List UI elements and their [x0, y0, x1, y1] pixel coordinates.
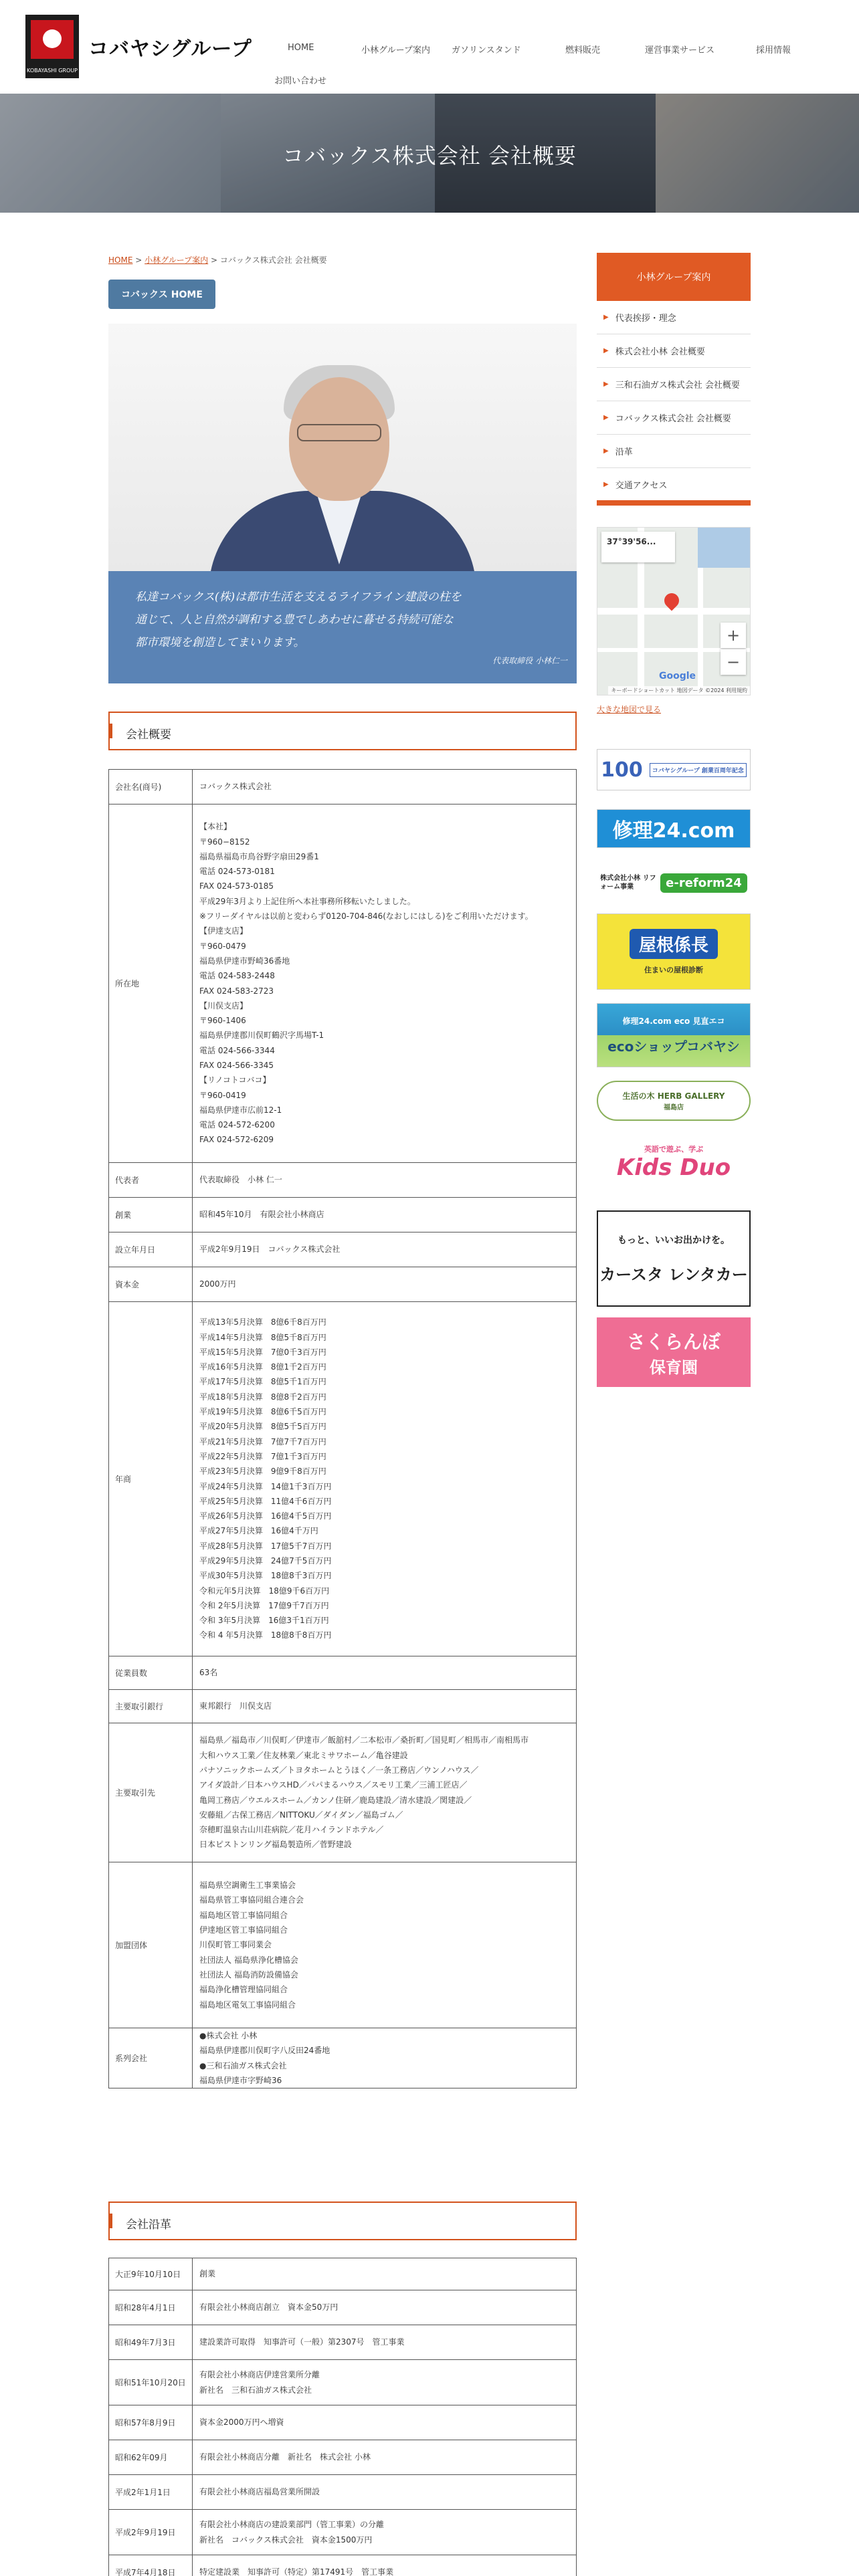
overview-value-line: ※フリーダイヤルは以前と変わらず0120-704-846(なおしにはしる)をご利用いただけます。 [199, 911, 533, 922]
overview-value-line: 平成19年5月決算 8億6千5百万円 [199, 1407, 326, 1417]
message-line: 私達コバックス(株)は都市生活を支えるライフライン建設の柱を [135, 591, 462, 604]
overview-value-line: 福島県／福島市／川俣町／伊達市／飯舘村／二本松市／桑折町／国見町／相馬市／南相馬市 [199, 1735, 529, 1745]
history-heading-text: 会社沿革 [126, 2218, 171, 2232]
sidebar-item-label: 株式会社小林 会社概要 [615, 347, 705, 357]
overview-row [109, 1690, 577, 1723]
history-value [193, 2360, 577, 2405]
nav-home[interactable]: HOME [288, 43, 314, 53]
overview-value-line: FAX 024-573-0185 [199, 881, 274, 891]
overview-value-line: 平成13年5月決算 8億6千8百万円 [199, 1317, 326, 1327]
overview-value-line: 川俣町管工事同業会 [199, 1940, 272, 1950]
history-value [193, 2510, 577, 2555]
overview-value [193, 1862, 577, 2028]
overview-value-line: 電話 024-583-2448 [199, 971, 275, 981]
banner-kids-duo[interactable] [597, 1130, 751, 1194]
nav-recruit[interactable]: 採用情報 [756, 45, 791, 56]
banner-shuri24[interactable] [597, 809, 751, 848]
overview-value-line: 東邦銀行 川俣支店 [199, 1701, 272, 1711]
overview-value-line: 福島浄化槽管理協同組合 [199, 1985, 288, 1995]
banner-e-reform24[interactable] [597, 863, 751, 903]
overview-value-line: 福島県福島市鳥谷野字扇田29番1 [199, 851, 319, 861]
sidebar-item-access[interactable] [597, 468, 751, 502]
overview-value-line: 電話 024-566-3344 [199, 1045, 275, 1055]
history-value [193, 2475, 577, 2510]
sidebar-heading: 小林グループ案内 [597, 253, 751, 301]
banner-main: 屋根係長 [630, 929, 718, 959]
history-label: 昭和51年10月20日 [109, 2360, 193, 2405]
nav-services[interactable]: 運営事業サービス [645, 45, 715, 56]
overview-value-line: コバックス株式会社 [199, 782, 272, 792]
banner-sakuranbo-nursery[interactable] [597, 1317, 751, 1387]
banner-main: 修理24.com [612, 819, 735, 843]
sidebar-menu [597, 301, 751, 502]
map-attribution[interactable]: キーボードショートカット 地図データ ©2024 利用規約 [608, 686, 750, 695]
history-label: 昭和28年4月1日 [109, 2290, 193, 2325]
nav-fuel[interactable]: 燃料販売 [565, 45, 601, 56]
overview-value-line: 令和 2年5月決算 17億9千7百万円 [199, 1600, 329, 1610]
overview-value [193, 1690, 577, 1723]
banner-main: 株式会社小林 リフォーム事業 [600, 875, 656, 891]
overview-value-line: 令和 4 年5月決算 18億8千8百万円 [199, 1630, 332, 1640]
overview-row [109, 1302, 577, 1656]
overview-value [193, 2028, 577, 2088]
banner-main: 100 [601, 758, 643, 782]
overview-label: 従業員数 [109, 1656, 193, 1690]
overview-value-line: 平成29年3月より上記住所へ本社事務所移転いたしました。 [199, 896, 415, 906]
zoom-in-button[interactable]: + [721, 623, 746, 648]
history-value [193, 2325, 577, 2360]
zoom-out-button[interactable]: − [721, 649, 746, 675]
history-value-line: 資本金2000万円へ増資 [199, 2418, 284, 2428]
banner-main: もっと、いいお出かけを。 [617, 1235, 730, 1246]
banner-eco-shop[interactable] [597, 1003, 751, 1067]
overview-value-line: 令和 3年5月決算 16億3千1百万円 [199, 1616, 329, 1626]
overview-row [109, 2028, 577, 2088]
history-value [193, 2405, 577, 2440]
overview-value-line: 平成20年5月決算 8億5千5百万円 [199, 1422, 326, 1432]
overview-value-line: 福島県空調衛生工事業協会 [199, 1881, 296, 1891]
banner-sub: 福島店 [664, 1104, 684, 1111]
history-table [108, 2258, 577, 2576]
overview-value-line: 【リノコトコバコ】 [199, 1075, 271, 1085]
overview-value-line: 福島県伊達郡川俣町鶴沢字馬場T-1 [199, 1031, 324, 1041]
history-value-line: 有限会社小林商店の建設業部門（管工事業）の分離 [199, 2520, 385, 2530]
breadcrumb-group[interactable]: 小林グループ案内 [145, 255, 209, 265]
overview-value-line: 平成28年5月決算 17億5千7百万円 [199, 1541, 332, 1551]
overview-value [193, 1302, 577, 1656]
banner-sub: ecoショップコバヤシ [607, 1039, 740, 1055]
site-header [0, 0, 859, 94]
sidebar-item-kobax[interactable] [597, 401, 751, 435]
overview-value-line: 〒960−8152 [199, 837, 250, 847]
history-row [109, 2510, 577, 2555]
overview-row [109, 1267, 577, 1302]
banner-sub: e-reform24 [660, 873, 747, 893]
overview-value-line: 奈穂町温泉古山川荘病院／花月ハイランドホテル／ [199, 1825, 384, 1835]
history-value [193, 2258, 577, 2290]
overview-value-line: 平成26年5月決算 16億4千5百万円 [199, 1511, 332, 1521]
chevron-right-icon: ▶ [603, 347, 609, 354]
overview-value-line: 社団法人 福島県浄化槽協会 [199, 1955, 298, 1965]
history-row [109, 2405, 577, 2440]
overview-row [109, 1163, 577, 1198]
logo-mark [25, 15, 79, 78]
history-row [109, 2258, 577, 2290]
president-message [135, 586, 483, 654]
breadcrumb-separator: > [135, 255, 142, 265]
overview-value-line: 昭和45年10月 有限会社小林商店 [199, 1210, 324, 1220]
overview-value-line: 平成15年5月決算 7億0千3百万円 [199, 1347, 326, 1357]
overview-value-line: 【伊達支店】 [199, 926, 248, 936]
overview-row [109, 804, 577, 1163]
history-value-line: 特定建設業 知事許可（特定）第17491号 管工事業 [199, 2567, 394, 2576]
nav-contact[interactable]: お問い合わせ [274, 76, 327, 86]
overview-value-line: 平成24年5月決算 14億1千3百万円 [199, 1481, 332, 1491]
history-value-line: 有限会社小林商店伊達営業所分離 [199, 2370, 320, 2380]
overview-value-line: ●株式会社 小林 [199, 2031, 258, 2040]
google-logo: Google [659, 671, 696, 681]
nav-group-guide[interactable]: 小林グループ案内 [361, 45, 430, 56]
sidebar-item-label: 代表挨拶・理念 [615, 314, 676, 324]
sidebar-item-label: 交通アクセス [615, 481, 668, 491]
banner-yane-kakaricho[interactable] [597, 914, 751, 990]
overview-value-line: 平成23年5月決算 9億9千8百万円 [199, 1467, 326, 1477]
overview-value-line: 福島地区管工事協同組合 [199, 1910, 288, 1920]
overview-label: 年商 [109, 1302, 193, 1656]
overview-row [109, 1198, 577, 1232]
message-band [108, 571, 577, 683]
overview-row [109, 1656, 577, 1690]
overview-value [193, 1163, 577, 1198]
overview-value-line: 電話 024-573-0181 [199, 867, 275, 877]
sidebar-item-greeting[interactable] [597, 301, 751, 334]
overview-value [193, 1723, 577, 1862]
page-title: コバックス株式会社 会社概要 [282, 143, 577, 169]
overview-value-line: 平成25年5月決算 11億4千6百万円 [199, 1496, 332, 1506]
banner-main: 生活の木 HERB GALLERY [622, 1091, 725, 1101]
embedded-map[interactable] [597, 527, 751, 695]
overview-value-line: 平成17年5月決算 8億5千1百万円 [199, 1377, 326, 1387]
overview-value-line: 平成27年5月決算 16億4千万円 [199, 1526, 318, 1536]
banner-sub: 保育園 [650, 1358, 698, 1377]
overview-label: 主要取引先 [109, 1723, 193, 1862]
overview-row [109, 770, 577, 804]
overview-value-line: 電話 024-572-6200 [199, 1120, 275, 1130]
overview-value-line: 63名 [199, 1668, 218, 1678]
overview-label: 創業 [109, 1198, 193, 1232]
overview-value-line: ●三和石油ガス株式会社 [199, 2060, 287, 2070]
overview-label: 会社名(商号) [109, 770, 193, 804]
map-coordinates[interactable]: 37°39'56... [601, 532, 675, 562]
overview-value-line: 平成30年5月決算 18億8千3百万円 [199, 1571, 332, 1581]
history-value-line: 有限会社小林商店福島営業所開設 [199, 2487, 320, 2497]
history-row [109, 2325, 577, 2360]
sidebar-item-sanwa[interactable] [597, 368, 751, 401]
banner-carsta-rental[interactable] [597, 1210, 751, 1307]
overview-value [193, 804, 577, 1163]
history-value-line: 建設業許可取得 知事許可（一般）第2307号 管工事業 [199, 2337, 405, 2347]
banner-main: さくらんぼ [626, 1330, 721, 1353]
brand-name: コバヤシグループ [88, 37, 252, 61]
overview-value-line: 福島県伊達市野崎36番地 [199, 956, 290, 966]
overview-label: 主要取引銀行 [109, 1690, 193, 1723]
history-label: 昭和62年09月 [109, 2440, 193, 2475]
banner-herb-gallery[interactable] [597, 1081, 751, 1121]
overview-value-line: FAX 024-583-2723 [199, 986, 274, 996]
overview-label: 設立年月日 [109, 1232, 193, 1267]
overview-label: 代表者 [109, 1163, 193, 1198]
overview-value-line: 亀岡工務店／ウエルスホーム／カンノ住研／鹿島建設／清水建設／関建設／ [199, 1795, 472, 1805]
sidebar-item-label: 沿革 [615, 447, 633, 457]
history-label: 昭和57年8月9日 [109, 2405, 193, 2440]
overview-value [193, 1232, 577, 1267]
history-label: 大正9年10月10日 [109, 2258, 193, 2290]
overview-value-line: 日本ピストンリング福島製造所／菅野建設 [199, 1840, 352, 1850]
overview-value-line: 社団法人 福島消防設備協会 [199, 1969, 298, 1979]
overview-value [193, 770, 577, 804]
overview-value-line: 【本社】 [199, 822, 232, 832]
overview-value [193, 1656, 577, 1690]
overview-value [193, 1198, 577, 1232]
history-row [109, 2475, 577, 2510]
overview-value-line: 大和ハウス工業／住友林業／東北ミサワホーム／亀谷建設 [199, 1750, 408, 1760]
hero-banner [0, 94, 859, 213]
sidebar-item-label: 三和石油ガス株式会社 会社概要 [615, 381, 740, 391]
sidebar-item-kobayashi[interactable] [597, 334, 751, 368]
overview-table [108, 769, 577, 2088]
overview-value-line: 〒960-0479 [199, 941, 246, 951]
banner-100th-anniversary[interactable] [597, 749, 751, 790]
overview-value-line: 平成14年5月決算 8億5千8百万円 [199, 1332, 326, 1342]
overview-row [109, 1862, 577, 2028]
banner-main: Kids Duo [616, 1154, 731, 1181]
history-row [109, 2555, 577, 2576]
overview-row [109, 1723, 577, 1862]
overview-value-line: 2000万円 [199, 1279, 236, 1289]
history-label: 平成7年4月18日 [109, 2555, 193, 2576]
breadcrumb-current: コバックス株式会社 会社概要 [219, 255, 327, 265]
overview-row [109, 1232, 577, 1267]
overview-value-line: 福島県管工事協同組合連合会 [199, 1895, 304, 1905]
sidebar-item-label: コバックス株式会社 会社概要 [615, 414, 731, 424]
overview-value-line: FAX 024-566-3345 [199, 1060, 274, 1070]
chevron-right-icon: ▶ [603, 414, 609, 421]
overview-heading [108, 712, 577, 750]
breadcrumb-separator: > [211, 255, 218, 265]
history-value-line: 新社名 三和石油ガス株式会社 [199, 2385, 312, 2395]
history-row [109, 2440, 577, 2475]
overview-value-line: 【川俣支店】 [199, 1000, 248, 1010]
breadcrumb-home[interactable]: HOME [108, 255, 133, 265]
sidebar-item-history[interactable] [597, 435, 751, 468]
banner-sub: 英語で遊ぶ、学ぶ [644, 1145, 704, 1154]
overview-value-line: 平成18年5月決算 8億8千2百万円 [199, 1392, 326, 1402]
message-line: 都市環境を創造してまいります。 [135, 636, 305, 649]
overview-value-line: 福島地区電気工事協同組合 [199, 2000, 296, 2010]
history-label: 昭和49年7月3日 [109, 2325, 193, 2360]
sidebar-divider [597, 500, 751, 506]
chevron-right-icon: ▶ [603, 381, 609, 388]
banner-sub: 住まいの屋根診断 [644, 965, 703, 974]
history-row [109, 2290, 577, 2325]
overview-value-line: 令和元年5月決算 18億9千6百万円 [199, 1586, 330, 1596]
larger-map-link[interactable]: 大きな地図で見る [597, 705, 662, 714]
overview-value-line: パナソニックホームズ／トヨタホームとうほく／一条工務店／ウンノハウス／ [199, 1765, 479, 1775]
overview-value-line: 〒960-1406 [199, 1016, 246, 1026]
overview-heading-text: 会社概要 [126, 728, 171, 742]
chevron-right-icon: ▶ [603, 447, 609, 455]
overview-value-line: 〒960-0419 [199, 1090, 246, 1100]
president-photo [108, 324, 577, 683]
chevron-right-icon: ▶ [603, 314, 609, 321]
overview-label: 加盟団体 [109, 1862, 193, 2028]
logo-text: KOBAYASHI GROUP [27, 68, 78, 74]
overview-value-line: 福島県伊達郡川俣町字八反田24番地 [199, 2046, 330, 2056]
history-value [193, 2555, 577, 2576]
breadcrumb [108, 254, 327, 265]
banner-sub: カースタ レンタカー [599, 1265, 748, 1284]
banner-main: 修理24.com eco 見直エコ [622, 1016, 725, 1026]
history-label: 平成2年9月19日 [109, 2510, 193, 2555]
history-row [109, 2360, 577, 2405]
nav-gas-station[interactable]: ガソリンスタンド [452, 45, 521, 56]
overview-value-line: 平成21年5月決算 7億7千7百万円 [199, 1436, 326, 1446]
history-value-line: 新社名 コバックス株式会社 資本金1500万円 [199, 2535, 373, 2545]
overview-value-line: 福島県伊達市字野崎36 [199, 2075, 282, 2085]
chevron-right-icon: ▶ [603, 481, 609, 488]
history-value-line: 有限会社小林商店分離 新社名 株式会社 小林 [199, 2452, 371, 2462]
overview-value-line: 平成16年5月決算 8億1千2百万円 [199, 1362, 326, 1372]
overview-value-line: 伊達地区管工事協同組合 [199, 1925, 288, 1935]
message-line: 通じて、人と自然が調和する豊でしあわせに暮せる持続可能な [135, 613, 454, 627]
overview-value-line: 平成22年5月決算 7億1千3百万円 [199, 1451, 326, 1461]
overview-value-line: 福島県伊達市広前12-1 [199, 1105, 282, 1115]
history-value [193, 2440, 577, 2475]
overview-label: 系列会社 [109, 2028, 193, 2088]
overview-label: 所在地 [109, 804, 193, 1163]
banner-sub: コバヤシグループ 創業百周年記念 [650, 763, 747, 777]
overview-value-line: アイダ設計／日本ハウスHD／パパまるハウス／スモリ工業／三浦工匠店／ [199, 1780, 468, 1790]
overview-value-line: 安藤組／古保工務店／NITTOKU／ダイダン／福島ゴム／ [199, 1810, 403, 1820]
overview-value-line: 代表取締役 小林 仁一 [199, 1175, 282, 1185]
overview-value-line: 平成2年9月19日 コバックス株式会社 [199, 1245, 341, 1255]
logo[interactable] [25, 15, 252, 78]
overview-value-line: 平成29年5月決算 24億7千5百万円 [199, 1555, 332, 1566]
history-value-line: 創業 [199, 2269, 216, 2279]
history-label: 平成2年1月1日 [109, 2475, 193, 2510]
president-signature: 代表取締役 小林仁一 [492, 656, 567, 665]
overview-value [193, 1267, 577, 1302]
history-value-line: 有限会社小林商店創立 資本金50万円 [199, 2302, 339, 2313]
history-heading [108, 2202, 577, 2240]
kobax-home-button[interactable]: コバックス HOME [108, 280, 215, 309]
overview-label: 資本金 [109, 1267, 193, 1302]
history-value [193, 2290, 577, 2325]
overview-value-line: FAX 024-572-6209 [199, 1135, 274, 1145]
